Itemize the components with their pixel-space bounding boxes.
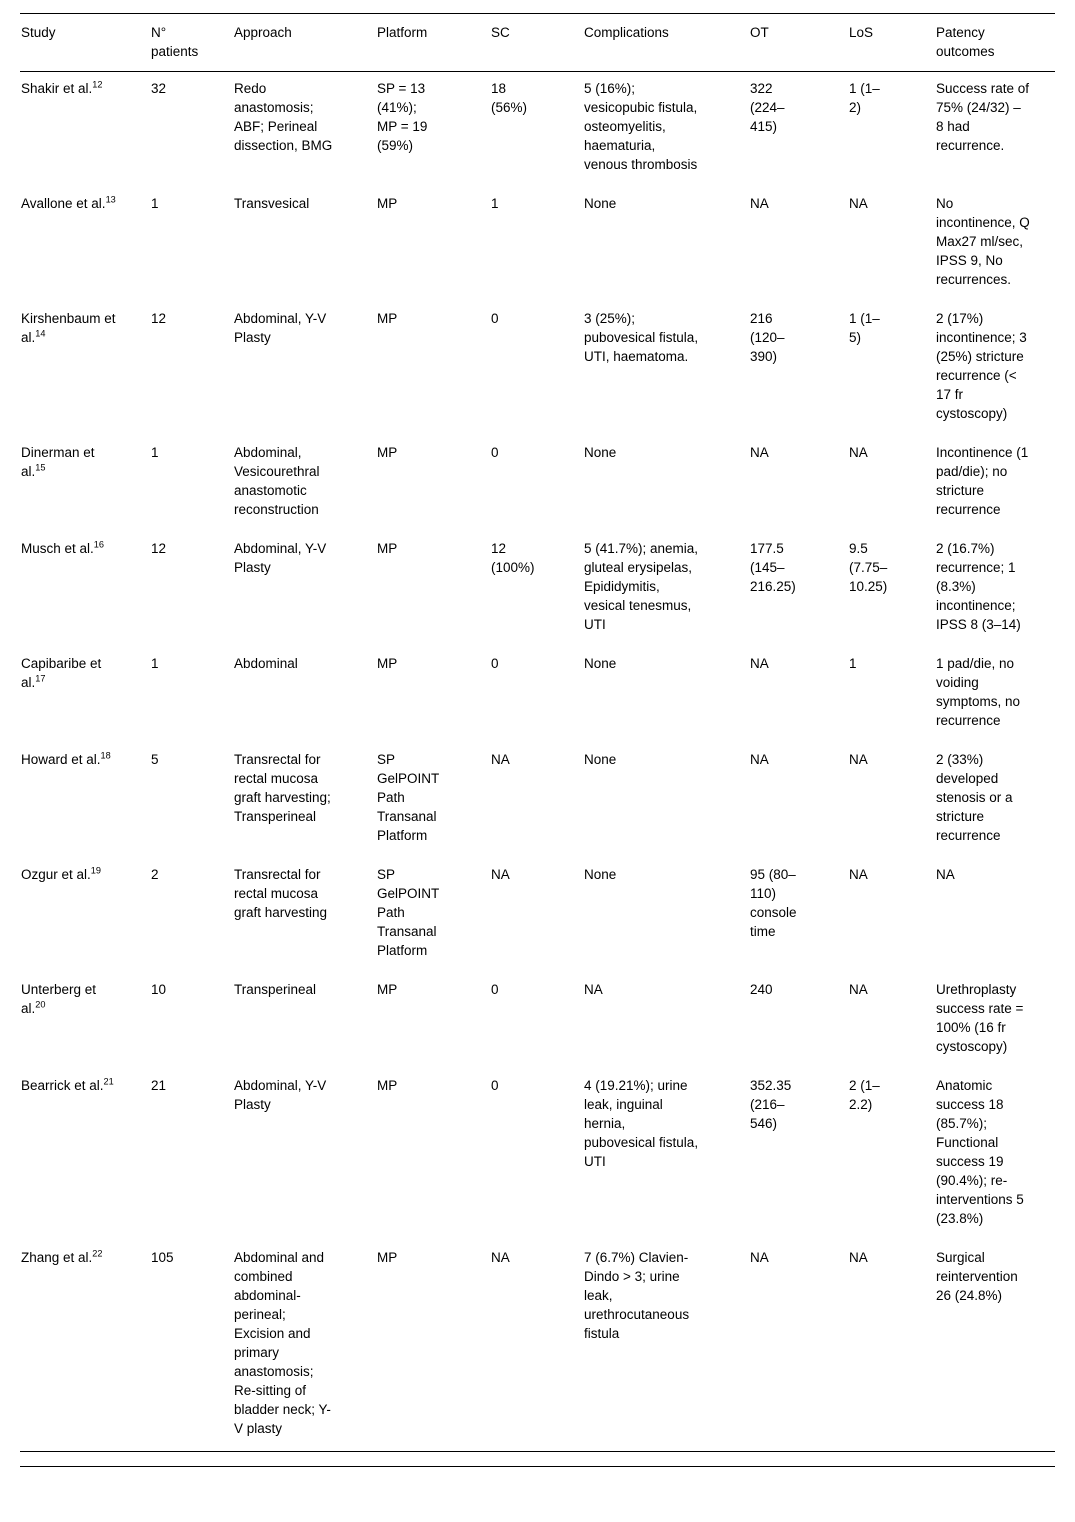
cell-approach: Transvesical <box>234 196 310 211</box>
cell-ot: 352.35 (216–546) <box>750 1078 792 1131</box>
cell-sc: 0 <box>491 982 499 997</box>
table-row <box>20 302 1055 436</box>
cell-platform: MP <box>377 196 398 211</box>
column-header-los: LoS <box>848 14 935 72</box>
cell-n: 21 <box>151 1078 167 1093</box>
cell-n: 1 <box>151 445 159 460</box>
cell-platform: MP <box>377 445 398 460</box>
cell-ot: NA <box>750 656 769 671</box>
cell-complications: 3 (25%); pubovesical fistula, UTI, haematoma. <box>584 311 699 364</box>
citation-superscript: 21 <box>103 1076 114 1087</box>
cell-los: 1 <box>849 656 857 671</box>
cell-platform: MP <box>377 1250 398 1265</box>
cell-patency: Surgical reintervention 26 (24.8%) <box>936 1250 1018 1303</box>
table-row <box>20 858 1055 973</box>
cell-ot: NA <box>750 196 769 211</box>
citation-superscript: 18 <box>100 750 111 761</box>
cell-approach: Redo anastomosis; ABF; Perineal dissection, BMG <box>234 81 333 153</box>
cell-platform: MP <box>377 311 398 326</box>
cell-complications: None <box>584 867 617 882</box>
cell-platform: MP <box>377 541 398 556</box>
cell-approach: Abdominal <box>234 656 298 671</box>
cell-platform: MP <box>377 982 398 997</box>
cell-complications: None <box>584 656 617 671</box>
cell-los: 9.5 (7.75–10.25) <box>849 541 888 594</box>
cell-patency: 2 (16.7%) recurrence; 1 (8.3%) incontinence; IPSS 8 (3–14) <box>936 541 1021 632</box>
cell-sc: 18 (56%) <box>491 81 528 115</box>
cell-n: 1 <box>151 196 159 211</box>
cell-n: 1 <box>151 656 159 671</box>
cell-study: Dinerman et al.$^{15}$ <box>21 445 95 479</box>
cell-patency: 2 (17%) incontinence; 3 (25%) stricture recurrence (< 17 fr cystoscopy) <box>936 311 1027 421</box>
table-row <box>20 436 1055 532</box>
cell-platform: SP GelPOINT Path Transanal Platform <box>377 752 440 843</box>
cell-ot: 240 <box>750 982 773 997</box>
cell-sc: 0 <box>491 656 499 671</box>
cell-study: Capibaribe et al.$^{17}$ <box>21 656 102 690</box>
cell-ot: NA <box>750 752 769 767</box>
cell-n: 2 <box>151 867 159 882</box>
table-row <box>20 72 1055 188</box>
cell-los: NA <box>849 1250 868 1265</box>
cell-n: 5 <box>151 752 159 767</box>
cell-study: Bearrick et al.$^{21}$ <box>21 1076 114 1093</box>
cell-patency: Success rate of 75% (24/32) – 8 had recurrence. <box>936 81 1030 153</box>
cell-patency: No incontinence, Q Max27 ml/sec, IPSS 9, No recurrences. <box>936 196 1030 287</box>
column-header-approach: Approach <box>233 14 376 72</box>
citation-superscript: 15 <box>35 462 46 473</box>
cell-ot: NA <box>750 445 769 460</box>
cell-los: NA <box>849 752 868 767</box>
cell-ot: 322 (224–415) <box>750 81 785 134</box>
column-header-complications: Complications <box>583 14 749 72</box>
cell-sc: NA <box>491 752 510 767</box>
cell-platform: MP <box>377 1078 398 1093</box>
cell-sc: 0 <box>491 311 499 326</box>
cell-study: Shakir et al.$^{12}$ <box>21 79 103 96</box>
cell-complications: None <box>584 752 617 767</box>
cell-platform: SP = 13 (41%); MP = 19 (59%) <box>377 81 428 153</box>
cell-patency: 2 (33%) developed stenosis or a stricture recurrence <box>936 752 1013 843</box>
cell-los: 1 (1–2) <box>849 81 880 115</box>
cell-approach: Abdominal, Vesicourethral anastomotic reconstruction <box>234 445 320 517</box>
cell-approach: Abdominal and combined abdominal-perineal; Excision and primary anastomosis; Re-sitting of bladder neck; Y-V plasty <box>234 1250 331 1436</box>
cell-complications: NA <box>584 982 603 997</box>
table-row <box>20 532 1055 647</box>
table-row <box>20 1241 1055 1452</box>
cell-complications: 7 (6.7%) Clavien-Dindo > 3; urine leak, urethrocutaneous fistula <box>584 1250 690 1341</box>
header-row <box>20 14 1055 72</box>
citation-superscript: 13 <box>105 194 116 205</box>
citation-superscript: 16 <box>93 539 104 550</box>
cell-complications: None <box>584 196 617 211</box>
column-header-sc: SC <box>490 14 583 72</box>
cell-approach: Abdominal, Y-V Plasty <box>234 541 327 575</box>
studies-table <box>20 13 1055 1452</box>
table-row <box>20 187 1055 302</box>
cell-n: 10 <box>151 982 167 997</box>
cell-study: Kirshenbaum et al.$^{14}$ <box>21 311 116 345</box>
cell-patency: Incontinence (1 pad/die); no stricture recurrence <box>936 445 1029 517</box>
cell-patency: 1 pad/die, no voiding symptoms, no recurrence <box>936 656 1021 728</box>
table-row <box>20 743 1055 858</box>
cell-approach: Transrectal for rectal mucosa graft harvesting <box>234 867 328 920</box>
cell-sc: 0 <box>491 1078 499 1093</box>
cell-approach: Abdominal, Y-V Plasty <box>234 311 327 345</box>
cell-study: Musch et al.$^{16}$ <box>21 539 104 556</box>
table-bottom-rule <box>20 1466 1055 1467</box>
cell-n: 12 <box>151 541 167 556</box>
citation-superscript: 19 <box>90 865 101 876</box>
citation-superscript: 14 <box>35 328 46 339</box>
column-header-study: Study <box>20 14 150 72</box>
cell-study: Howard et al.$^{18}$ <box>21 750 111 767</box>
column-header-ot: OT <box>749 14 848 72</box>
cell-n: 12 <box>151 311 167 326</box>
cell-los: NA <box>849 867 868 882</box>
cell-complications: None <box>584 445 617 460</box>
cell-ot: 177.5 (145–216.25) <box>750 541 796 594</box>
cell-approach: Transrectal for rectal mucosa graft harvesting; Transperineal <box>234 752 331 824</box>
table-row <box>20 647 1055 743</box>
citation-superscript: 12 <box>92 79 103 90</box>
cell-platform: MP <box>377 656 398 671</box>
cell-sc: 12 (100%) <box>491 541 535 575</box>
column-header-platform: Platform <box>376 14 490 72</box>
cell-sc: 1 <box>491 196 499 211</box>
citation-superscript: 17 <box>35 673 46 684</box>
cell-platform: SP GelPOINT Path Transanal Platform <box>377 867 440 958</box>
cell-study: Unterberg et al.$^{20}$ <box>21 982 97 1016</box>
column-header-patency: Patency outcomes <box>935 14 1055 72</box>
table-row <box>20 973 1055 1069</box>
table-row <box>20 1069 1055 1241</box>
cell-study: Zhang et al.$^{22}$ <box>21 1248 103 1265</box>
cell-ot: 216 (120–390) <box>750 311 785 364</box>
table-body <box>20 72 1055 1452</box>
cell-patency: NA <box>936 867 955 882</box>
cell-n: 32 <box>151 81 167 96</box>
cell-study: Ozgur et al.$^{19}$ <box>21 865 101 882</box>
citation-superscript: 22 <box>92 1248 103 1259</box>
cell-ot: 95 (80–110) console time <box>750 867 797 939</box>
cell-study: Avallone et al.$^{13}$ <box>21 194 116 211</box>
cell-complications: 5 (41.7%); anemia, gluteal erysipelas, Epididymitis, vesical tenesmus, UTI <box>584 541 699 632</box>
cell-ot: NA <box>750 1250 769 1265</box>
cell-approach: Transperineal <box>234 982 317 997</box>
cell-approach: Abdominal, Y-V Plasty <box>234 1078 327 1112</box>
cell-sc: NA <box>491 1250 510 1265</box>
cell-sc: 0 <box>491 445 499 460</box>
cell-complications: 4 (19.21%); urine leak, inguinal hernia, pubovesical fistula, UTI <box>584 1078 699 1169</box>
cell-n: 105 <box>151 1250 174 1265</box>
cell-los: NA <box>849 196 868 211</box>
cell-patency: Urethroplasty success rate = 100% (16 fr cystoscopy) <box>936 982 1024 1054</box>
cell-patency: Anatomic success 18 (85.7%); Functional success 19 (90.4%); re-interventions 5 (23.8%) <box>936 1078 1024 1226</box>
cell-los: NA <box>849 982 868 997</box>
column-header-n-patients: N° patients <box>150 14 233 72</box>
cell-los: 2 (1–2.2) <box>849 1078 880 1112</box>
cell-sc: NA <box>491 867 510 882</box>
citation-superscript: 20 <box>35 999 46 1010</box>
cell-complications: 5 (16%); vesicopubic fistula, osteomyelitis, haematuria, venous thrombosis <box>584 81 698 172</box>
cell-los: NA <box>849 445 868 460</box>
cell-los: 1 (1–5) <box>849 311 880 345</box>
